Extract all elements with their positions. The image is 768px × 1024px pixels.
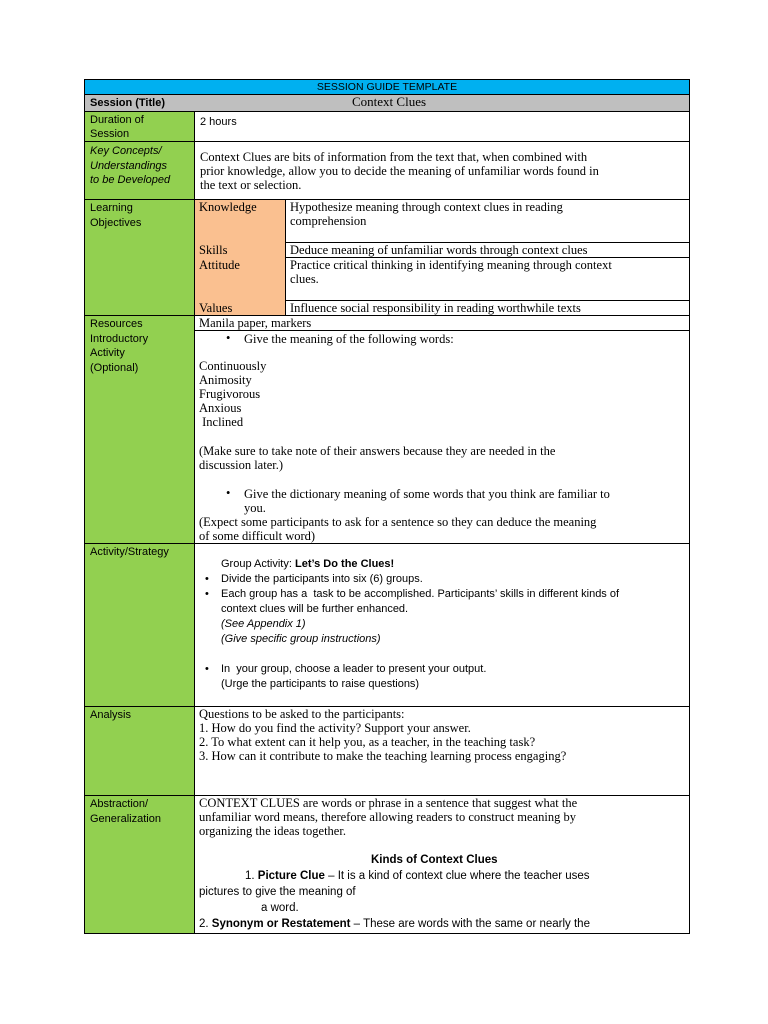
abstraction-line: organizing the ideas together. [199, 824, 346, 838]
resources-intro-label-cell [84, 315, 195, 544]
synonym-definition: – These are words with the same or nearly the [350, 918, 590, 930]
abstraction-label-line: Generalization [90, 812, 161, 825]
intro-value-cell [194, 330, 690, 544]
objectives-label-line: Learning [90, 202, 133, 214]
activity-bullet-2-line: Each group has a task to be accomplished. Participants’ skills in different kinds of [221, 588, 620, 600]
attitude-label: Attitude [199, 258, 240, 272]
resources-label: Resources [90, 318, 143, 330]
key-concepts-line: Context Clues are bits of information from the text that, when combined with [200, 150, 588, 164]
picture-clue-definition-line: pictures to give the meaning of [199, 886, 356, 898]
duration-label-line: Session [90, 128, 130, 140]
word-item: Continuously [199, 359, 267, 373]
key-concepts-label-line: Key Concepts/ [90, 145, 162, 157]
key-concepts-line: prior knowledge, allow you to decide the meaning of unfamiliar words found in [200, 164, 599, 178]
word-item: Frugivorous [199, 387, 261, 401]
intro-label-line: Activity [90, 347, 125, 359]
appendix-note: (See Appendix 1) [221, 618, 306, 630]
values-label: Values [199, 301, 233, 315]
objectives-label-cell [84, 199, 195, 316]
session-label: Session (Title) [90, 97, 165, 109]
synonym-number: 2. [199, 918, 212, 930]
activity-label: Activity/Strategy [90, 546, 169, 558]
intro-bullet-2-line: Give the dictionary meaning of some words that you think are familiar to [244, 487, 610, 501]
key-concepts-line: the text or selection. [200, 178, 302, 192]
group-activity-title: Let’s Do the Clues! [294, 558, 395, 570]
title-row [84, 79, 690, 95]
synonym-term: Synonym or Restatement [211, 918, 351, 930]
analysis-label-cell [84, 706, 195, 796]
knowledge-line: Hypothesize meaning through context clues in reading [290, 200, 563, 214]
analysis-question: 2. To what extent can it help you, as a teacher, in the teaching task? [199, 735, 536, 749]
key-concepts-value-cell [194, 141, 690, 200]
analysis-question: 3. How can it contribute to make the teaching learning process engaging? [199, 749, 567, 763]
abstraction-label-line: Abstraction/ [90, 798, 149, 810]
abstraction-label-cell [84, 795, 195, 934]
intro-bullet-2-line: you. [244, 501, 266, 515]
page-title: SESSION GUIDE TEMPLATE [316, 81, 458, 93]
duration-value: 2 hours [200, 116, 237, 128]
analysis-question: 1. How do you find the activity? Support your answer. [199, 721, 471, 735]
key-concepts-label-cell [84, 141, 195, 200]
picture-clue-number: 1. [245, 870, 258, 882]
duration-value-cell [194, 111, 690, 142]
word-item: Anxious [199, 401, 242, 415]
kinds-title: Kinds of Context Clues [371, 854, 498, 866]
picture-clue-term: Picture Clue [257, 870, 325, 882]
activity-bullet-3: In your group, choose a leader to present your output. [221, 663, 487, 675]
duration-label-cell [84, 111, 195, 142]
key-concepts-label-line: to be Developed [90, 174, 171, 186]
intro-expect-line: of some difficult word) [199, 529, 316, 543]
instructions-note: (Give specific group instructions) [221, 633, 381, 645]
intro-label-line: (Optional) [90, 361, 139, 374]
synonym-line [199, 917, 590, 932]
intro-label-line: Introductory [90, 332, 149, 345]
group-activity-line [221, 557, 394, 572]
session-guide-table [84, 79, 690, 934]
abstraction-line: CONTEXT CLUES are words or phrase in a sentence that suggest what the [199, 796, 578, 810]
bullet-icon: • [205, 663, 209, 675]
attitude-line: clues. [290, 272, 319, 286]
group-activity-prefix: Group Activity: [221, 558, 295, 570]
intro-bullet-1: Give the meaning of the following words: [244, 332, 454, 346]
intro-note-line: (Make sure to take note of their answers because they are needed in the [199, 444, 556, 458]
analysis-label: Analysis [90, 709, 131, 721]
skills-text: Deduce meaning of unfamiliar words through context clues [290, 243, 588, 257]
activity-bullet-1: Divide the participants into six (6) groups. [221, 573, 423, 585]
picture-clue-definition: – It is a kind of context clue where the teacher uses [324, 870, 590, 882]
word-item: Animosity [199, 373, 252, 387]
skills-label: Skills [199, 243, 228, 257]
duration-label-line: Duration of [90, 114, 144, 126]
urge-note: (Urge the participants to raise questions) [221, 678, 420, 690]
key-concepts-label-line: Understandings [90, 159, 168, 172]
attitude-line: Practice critical thinking in identifying meaning through context [290, 258, 612, 272]
picture-clue-line [245, 869, 590, 884]
abstraction-line: unfamiliar word means, therefore allowing readers to construct meaning by [199, 810, 576, 824]
bullet-icon: • [205, 588, 209, 600]
knowledge-line: comprehension [290, 214, 367, 228]
word-item: Inclined [199, 415, 244, 429]
intro-note-line: discussion later.) [199, 458, 284, 472]
bullet-icon: • [226, 331, 231, 345]
intro-expect-line: (Expect some participants to ask for a sentence so they can deduce the meaning [199, 515, 597, 529]
analysis-intro: Questions to be asked to the participants: [199, 707, 405, 721]
bullet-icon: • [205, 573, 209, 585]
knowledge-label: Knowledge [199, 200, 257, 214]
bullet-icon: • [226, 486, 231, 500]
activity-bullet-2-line: context clues will be further enhanced. [221, 603, 409, 615]
objectives-label-line: Objectives [90, 216, 142, 229]
resources-value: Manila paper, markers [199, 316, 312, 330]
activity-label-cell [84, 543, 195, 707]
values-text: Influence social responsibility in reading worthwhile texts [290, 301, 581, 315]
picture-clue-definition-line: a word. [261, 902, 299, 914]
session-title: Context Clues [352, 94, 427, 109]
